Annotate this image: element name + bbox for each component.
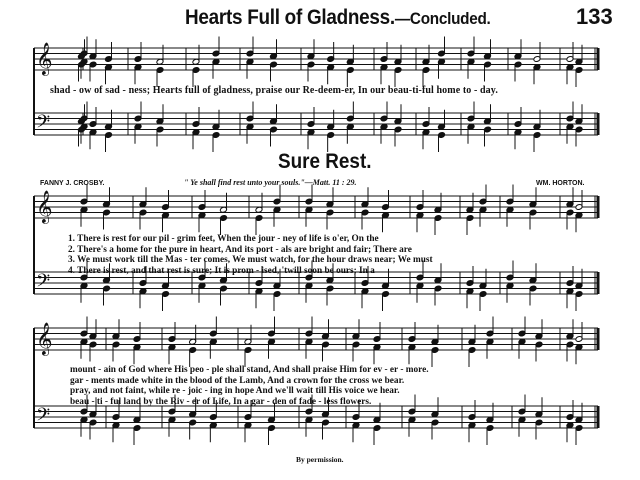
page-title: Hearts Full of Gladness.—Concluded. — [185, 6, 491, 29]
verse-line: beau - ti - ful land by the Riv - er of Life, In a gar - den of fade - less flowers. — [70, 396, 372, 407]
verse-line: 4. There is rest, and that rest is sure; It is prom - ised, 'twill soon be ours; In a — [68, 265, 375, 276]
author-credit: FANNY J. CROSBY. — [40, 180, 105, 187]
verse-block-2 — [70, 365, 429, 407]
bass-clef-icon: 𝄢 — [36, 405, 51, 430]
treble-clef-icon: 𝄞 — [36, 42, 53, 75]
verse-line: 1. There is rest for our pil - grim feet, When the jour - ney of life is o'er, On the — [68, 234, 379, 244]
bass-clef-icon: 𝄢 — [36, 271, 51, 296]
verse-line: mount - ain of God where His peo - ple shall stand, And shall praise Him for ev - er - more. — [70, 365, 429, 375]
hymn1-lyric: shad - ow of sad - ness; Hearts full of gladness, praise our Re-deem-er, In our beau-ti-ful home to - day. — [50, 85, 498, 96]
permission-note: By permission. — [296, 455, 344, 464]
bass-clef-icon: 𝄢 — [36, 112, 51, 137]
epigraph: " Ye shall find rest unto your souls."—Matt. 11 : 29. — [184, 178, 357, 187]
verse-line: pray, and not faint, while re - joic - ing in hope And we'll wait till His voice we hear. — [70, 386, 400, 396]
verse-line: 2. There's a home for the pure in heart, And its port - als are bright and fair; There are — [68, 244, 412, 255]
hymn-title: Sure Rest. — [278, 150, 372, 173]
verse-line: gar - ments made white in the blood of the Lamb, And a crown for the cross we bear. — [70, 375, 405, 386]
treble-clef-icon: 𝄞 — [36, 190, 53, 223]
verse-line: 3. We must work till the Mas - ter comes, We must watch, for the hour draws near; We must — [68, 255, 433, 265]
verse-block-1 — [68, 234, 433, 276]
composer-credit: WM. HORTON. — [536, 180, 585, 187]
page-number: 133 — [576, 4, 613, 29]
treble-clef-icon: 𝄞 — [36, 322, 53, 355]
